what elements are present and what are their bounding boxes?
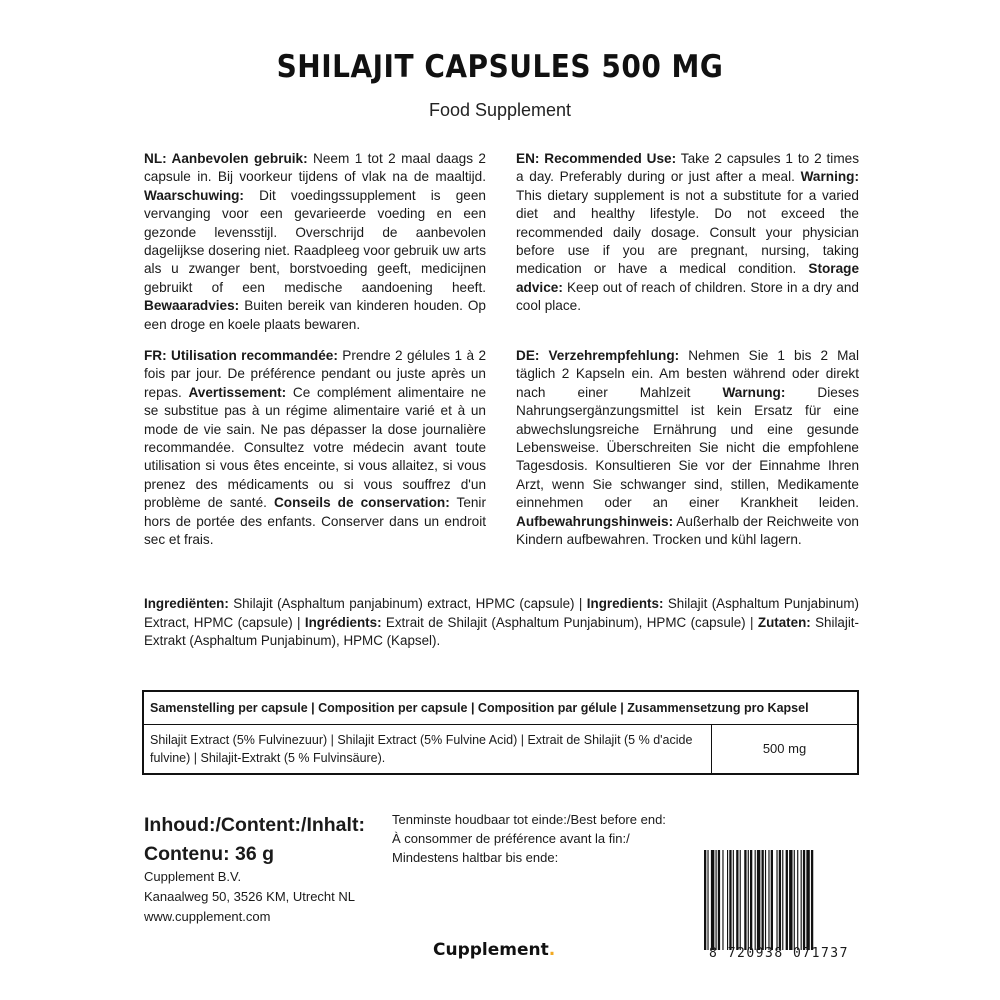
de-warning-text: Dieses Nahrungsergänzungsmittel ist kein Ersatz für eine abwechslungsreiche Ernährung und eine gesunde Lebensweise. Überschreiten Sie nicht die empfohlene Tagesdosis. Konsultieren Sie vor der Einnahme Ihren Arzt, wenn Sie schwanger sind, stillen, Medikamente einnehmen oder an einer Krankheit leiden. xyxy=(516,384,859,511)
barcode-bar xyxy=(768,850,769,950)
nl-instructions xyxy=(144,150,486,334)
barcode-bar xyxy=(704,850,706,950)
barcode-bar xyxy=(748,850,749,950)
barcode-bar xyxy=(722,850,723,950)
fr-warning-label: Avertissement: xyxy=(188,384,287,400)
nl-warning-label: Waarschuwing: xyxy=(144,187,244,203)
barcode-bar xyxy=(782,850,783,950)
en-storage-text: Keep out of reach of children. Store in a dry and cool place. xyxy=(516,279,859,314)
fr-storage-text: Tenir hors de portée des enfants. Conserver dans un endroit sec et frais. xyxy=(144,495,486,548)
composition-table-header: Samenstelling per capsule | Composition per capsule | Composition par gélule | Zusammensetzung pro Kapsel xyxy=(144,692,857,725)
ingredients-fr-text: Extrait de Shilajit (Asphaltum Punjabinum), HPMC (capsule) | xyxy=(381,614,758,630)
barcode-bar xyxy=(740,850,741,950)
barcode-bar xyxy=(711,850,714,950)
de-instructions xyxy=(516,347,859,549)
product-title: SHILAJIT CAPSULES 500 MG xyxy=(276,48,724,85)
en-instructions xyxy=(516,150,859,316)
barcode-bar xyxy=(771,850,773,950)
company-website: www.cupplement.com xyxy=(144,909,271,924)
barcode-bar xyxy=(718,850,720,950)
de-use-text: Nehmen Sie 1 bis 2 Mal täglich 2 Kapseln ein. Am besten während oder direkt nach einer Mahlzeit xyxy=(516,348,859,400)
fr-warning-text: Ce complément alimentaire ne se substitue pas à un régime alimentaire varié et à un mode de vie sain. Ne pas dépasser la dose journalière recommandée. Consultez votre médecin avant toute utilisation si vous êtes enceinte, si vous allaitez, si vous prenez des médicaments ou si vous souffrez d'un problème de santé. xyxy=(144,384,487,511)
brand-logo xyxy=(433,940,555,960)
en-use-label: EN: Recommended Use: xyxy=(516,151,677,166)
brand-logo-dot: . xyxy=(548,940,556,960)
en-warning-label: Warning: xyxy=(800,169,859,185)
ingredients-list xyxy=(144,595,859,651)
barcode-bar xyxy=(765,850,766,950)
barcode-bar xyxy=(750,850,752,950)
composition-ingredient-cell: Shilajit Extract (5% Fulvinezuur) | Shilajit Extract (5% Fulvine Acid) | Extrait de Shilajit (5 % d'acide fulvine) | Shilajit-Extrakt (5 % Fulvinsäure). xyxy=(144,725,712,773)
company-name: Cupplement B.V. xyxy=(144,869,242,884)
best-before-line-1: Tenminste houdbaar tot einde:/Best before end: xyxy=(392,812,666,827)
nl-use-label: NL: Aanbevolen gebruik: xyxy=(144,151,308,166)
net-content-label: Inhoud:/Content:/Inhalt: xyxy=(144,814,365,836)
barcode-bar xyxy=(801,850,802,950)
barcode-bar xyxy=(776,850,777,950)
ingredients-de-label: Zutaten: xyxy=(757,614,811,630)
best-before-line-3: Mindestens haltbar bis ende: xyxy=(392,850,559,865)
de-warning-label: Warnung: xyxy=(722,384,786,400)
de-storage-label: Aufbewahrungshinweis: xyxy=(516,513,674,529)
nl-use-text: Neem 1 tot 2 maal daags 2 capsule in. Bij voorkeur tijdens of vlak na de maaltijd. xyxy=(144,151,486,185)
barcode-bar xyxy=(803,850,805,950)
barcode-bar xyxy=(806,850,809,950)
en-use-text: Take 2 capsules 1 to 2 times a day. Preferably during or just after a meal. xyxy=(516,151,860,185)
barcode-bar xyxy=(729,850,731,950)
ingredients-de-text: Shilajit-Extrakt (Asphaltum Punjabinum), HPMC (Kapsel). xyxy=(144,614,859,649)
barcode xyxy=(700,850,858,950)
barcode-bar xyxy=(789,850,792,950)
barcode-bar xyxy=(779,850,781,950)
barcode-bar xyxy=(811,850,813,950)
ingredients-en-label: Ingredients: xyxy=(586,596,664,611)
barcode-bar xyxy=(733,850,734,950)
barcode-number: 8 720938 071737 xyxy=(709,946,849,961)
barcode-bar xyxy=(736,850,738,950)
barcode-bar xyxy=(727,850,728,950)
ingredients-fr-label: Ingrédients: xyxy=(304,614,382,630)
ingredients-nl-label: Ingrediënten: xyxy=(144,596,229,611)
barcode-bar xyxy=(757,850,760,950)
fr-instructions xyxy=(144,347,486,549)
ingredients-en-text: Shilajit (Asphaltum Punjabinum) Extract, HPMC (capsule) | xyxy=(144,596,859,630)
ingredients-nl-text: Shilajit (Asphaltum panjabinum) extract, HPMC (capsule) | xyxy=(228,596,587,611)
barcode-bar xyxy=(744,850,746,950)
net-content-value: Contenu: 36 g xyxy=(144,843,274,865)
table-row xyxy=(144,725,857,773)
barcode-bar xyxy=(794,850,795,950)
en-storage-label: Storage advice: xyxy=(516,261,860,295)
barcode-bar xyxy=(716,850,717,950)
barcode-bar xyxy=(786,850,788,950)
barcode-bar xyxy=(762,850,764,950)
barcode-bar xyxy=(707,850,708,950)
barcode-bar xyxy=(797,850,798,950)
nl-warning-text: Dit voedingssupplement is geen vervanging voor een gevarieerde voeding en een gezonde levensstijl. Overschrijd de aanbevolen dagelijkse dosering niet. Raadpleeg voor gebruik uw arts als u zwanger bent, borstvoeding geeft, medicijnen gebruikt of een medische aandoening heeft. xyxy=(144,187,486,295)
company-address: Kanaalweg 50, 3526 KM, Utrecht NL xyxy=(144,889,356,904)
de-storage-text: Außerhalb der Reichweite von Kindern aufbewahren. Trocken und kühl lagern. xyxy=(516,513,859,548)
best-before-line-2: À consommer de préférence avant la fin:/ xyxy=(392,831,630,846)
fr-use-text: Prendre 2 gélules 1 à 2 fois par jour. De préférence pendant ou juste après un repas. xyxy=(144,348,487,400)
brand-logo-text: Cupplement xyxy=(433,940,549,960)
de-use-label: DE: Verzehrempfehlung: xyxy=(516,348,680,363)
barcode-bar xyxy=(755,850,756,950)
en-warning-text: This dietary supplement is not a substitute for a varied diet and healthy lifestyle. Do not exceed the recommended daily dosage. Consult your physician before use if you are pregnant, nursing, taking medication or have a medical condition. xyxy=(516,187,859,277)
fr-storage-label: Conseils de conservation: xyxy=(266,495,450,511)
composition-table xyxy=(142,690,859,775)
nl-storage-label: Bewaaradvies: xyxy=(144,298,240,314)
composition-amount-cell: 500 mg xyxy=(762,741,807,756)
product-subtitle: Food Supplement xyxy=(428,100,572,120)
fr-use-label: FR: Utilisation recommandée: xyxy=(144,348,338,363)
nl-storage-text: Buiten bereik van kinderen houden. Op een droge en koele plaats bewaren. xyxy=(144,298,486,332)
